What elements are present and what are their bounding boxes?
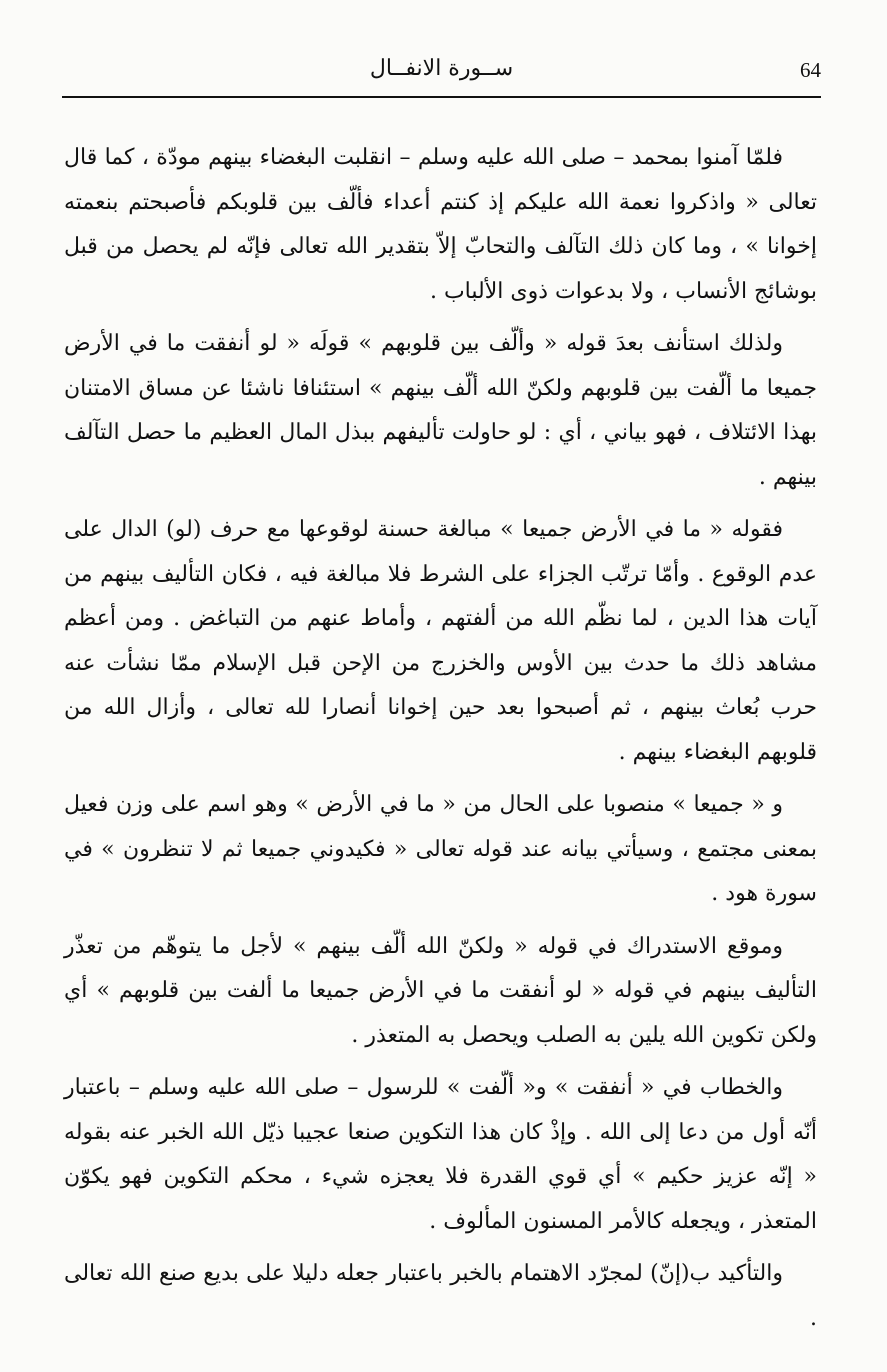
paragraph-6: والخطاب في « أنفقت » و« ألّفت » للرسول – صلى الله عليه وسلم – باعتبار أنّه أول من دعا إلى الله . وإذْ كان هذا التكوين صنعا عجيبا ذيّل الله الخبر عنه بقوله « إنّه عزيز حكيم » أي قوي القدرة فلا يعجزه شيء ، محكم التكوين فهو يكوّن المتعذر ، ويجعله كالأمر المسنون المألوف . — [64, 1075, 818, 1234]
header-rule — [62, 96, 821, 98]
paragraph-2: ولذلك استأنف بعدَ قوله « وألّف بين قلوبهم » قولَه « لو أنفقت ما في الأرض جميعا ما ألّفت بين قلوبهم ولكنّ الله ألّف بينهم » استئنافا ناشئا عن مساق الامتنان بهذا الائتلاف ، فهو بياني ، أي : لو حاولت تأليفهم ببذل المال العظيم ما حصل التآلف بينهم . — [64, 331, 817, 490]
running-title: ســورة الانفــال — [369, 56, 514, 81]
page-number: 64 — [800, 58, 821, 82]
page-header — [62, 56, 821, 94]
paragraph-4: و « جميعا » منصوبا على الحال من « ما في الأرض » وهو اسم على وزن فعيل بمعنى مجتمع ، وسيأتي بيانه عند قوله تعالى « فكيدوني جميعا ثم لا تنظرون » في سورة هود . — [64, 792, 817, 906]
paragraph-3: فقوله « ما في الأرض جميعا » مبالغة حسنة لوقوعها مع حرف (لو) الدال على عدم الوقوع . وأمّا ترتّب الجزاء على الشرط فلا مبالغة فيه ، فكان التأليف بينهم من آيات هذا الدين ، لما نظّم الله من ألفتهم ، وأماط عنهم من التباغض . ومن أعظم مشاهد ذلك ما حدث بين الأوس والخزرج من الإحن قبل الإسلام ممّا نشأت عنه حرب بُعاث بينهم ، ثم أصبحوا بعد حين إخوانا أنصارا لله تعالى ، وأزال الله من قلوبهم البغضاء بينهم . — [64, 517, 817, 765]
paragraph-1: فلمّا آمنوا بمحمد – صلى الله عليه وسلم – انقلبت البغضاء بينهم مودّة ، كما قال تعالى « واذكروا نعمة الله عليكم إذ كنتم أعداء فألّف بين قلوبكم فأصبحتم بنعمته إخوانا » ، وما كان ذلك التآلف والتحابّ إلاّ بتقدير الله تعالى فإنّه لم يحصل من قبل بوشائج الأنساب ، ولا بدعوات ذوى الألباب . — [64, 145, 817, 304]
paragraph-5: وموقع الاستدراك في قوله « ولكنّ الله ألّف بينهم » لأجل ما يتوهّم من تعذّر التأليف بينهم في قوله « لو أنفقت ما في الأرض جميعا ما ألفت بين قلوبهم » أي ولكن تكوين الله يلين به الصلب ويحصل به المتعذر . — [64, 933, 817, 1048]
paragraph-7: والتأكيد ب(إنّ) لمجرّد الاهتمام بالخبر باعتبار جعله دليلا على بديع صنع الله تعالى . — [64, 1261, 817, 1331]
page-body — [64, 136, 817, 1341]
